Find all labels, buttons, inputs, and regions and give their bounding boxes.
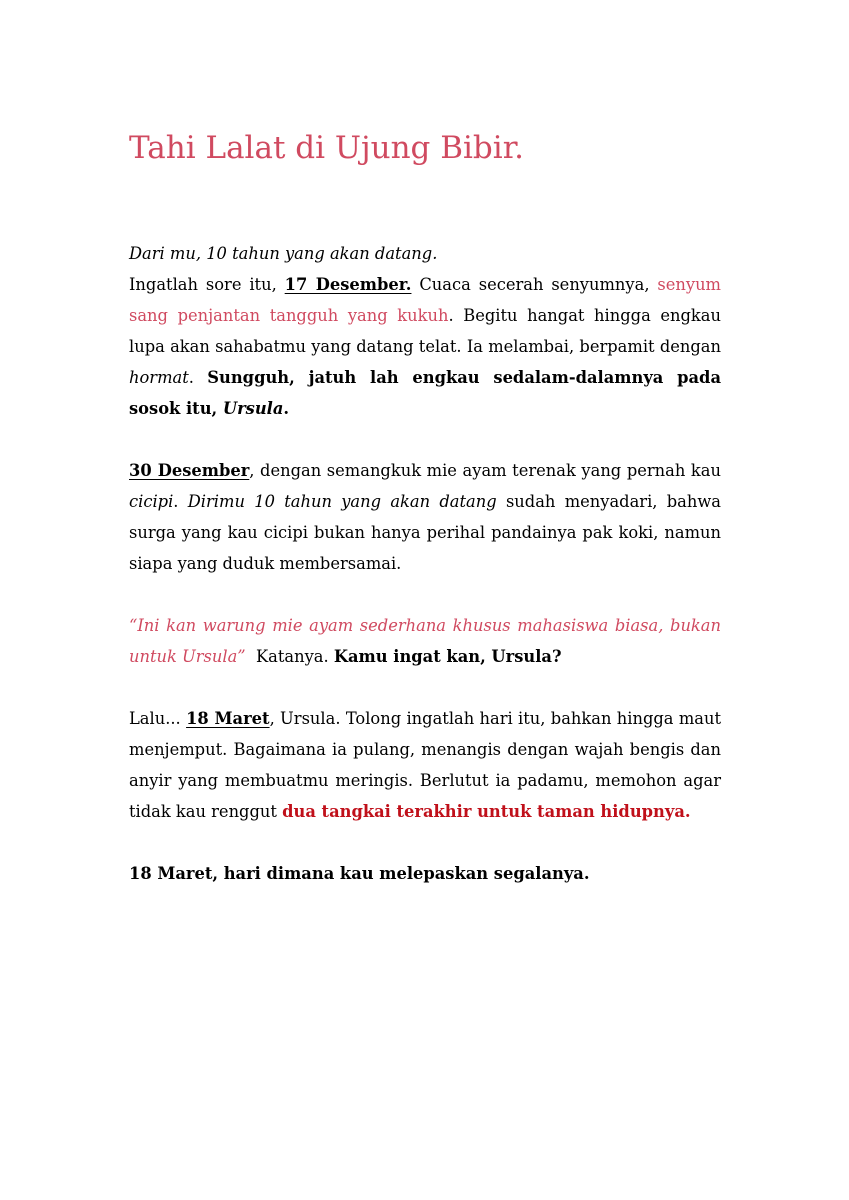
- quote: “Ini kan warung mie ayam sederhana khusus mahasiswa biasa, bukan untuk Ursula”: [129, 616, 721, 666]
- paragraph-gap: [129, 827, 721, 858]
- page-title: Tahi Lalat di Ujung Bibir.: [129, 130, 524, 166]
- text-span: Cuaca secerah senyumnya,: [411, 275, 658, 294]
- italic-word: hormat: [129, 368, 189, 387]
- paragraph-5: [129, 858, 721, 889]
- paragraph-gap: [129, 424, 721, 455]
- paragraph-1: [129, 238, 721, 424]
- text-span: , dengan semangkuk mie ayam terenak yang pernah kau: [249, 461, 721, 480]
- paragraph-3: [129, 610, 721, 672]
- italic-word: cicipi: [129, 492, 174, 511]
- text-span: sudah menyadari, bahwa surga yang kau cicipi bukan hanya perihal pandainya pak koki, namun siapa yang duduk membersamai.: [129, 492, 721, 573]
- text-span: Katanya.: [245, 647, 334, 666]
- highlight-phrase: senyum sang penjantan tangguh yang kukuh: [129, 275, 721, 325]
- date-30-desember: 30 Desember: [129, 461, 250, 480]
- red-phrase: dua tangkai terakhir untuk taman hidupnya.: [282, 802, 691, 821]
- closing-line: 18 Maret, hari dimana kau melepaskan segalanya.: [129, 864, 590, 883]
- name-ursula: Ursula: [222, 399, 284, 418]
- italic-phrase: Dirimu 10 tahun yang akan datang: [187, 492, 497, 511]
- text-span: .: [173, 492, 188, 511]
- text-span: .: [188, 368, 208, 387]
- text-span: Lalu...: [129, 709, 187, 728]
- date-18-maret: 18 Maret: [186, 709, 270, 728]
- text-span: , Ursula. Tolong ingatlah hari itu, bahkan hingga maut menjemput. Bagaimana ia pulang, menangis dengan wajah bengis dan anyir yang membuatmu meringis. Berlutut ia padamu, memohon agar tidak kau renggut: [129, 709, 721, 821]
- date-17-desember: 17 Desember.: [284, 275, 412, 294]
- document-body: [129, 238, 721, 889]
- paragraph-2: [129, 455, 721, 579]
- bold-question: Kamu ingat kan, Ursula?: [333, 647, 562, 666]
- paragraph-gap: [129, 672, 721, 703]
- paragraph-gap: [129, 579, 721, 610]
- text-span: Ingatlah sore itu,: [129, 275, 285, 294]
- intro-line: Dari mu, 10 tahun yang akan datang.: [129, 244, 438, 263]
- paragraph-4: [129, 703, 721, 827]
- bold-sentence: [129, 368, 721, 418]
- bold-text: Sungguh, jatuh lah engkau sedalam-dalamnya pada sosok itu,: [129, 368, 721, 418]
- bold-end: .: [283, 399, 290, 418]
- text-span: . Begitu hangat hingga engkau lupa akan sahabatmu yang datang telat. Ia melambai, berpamit dengan: [129, 306, 721, 356]
